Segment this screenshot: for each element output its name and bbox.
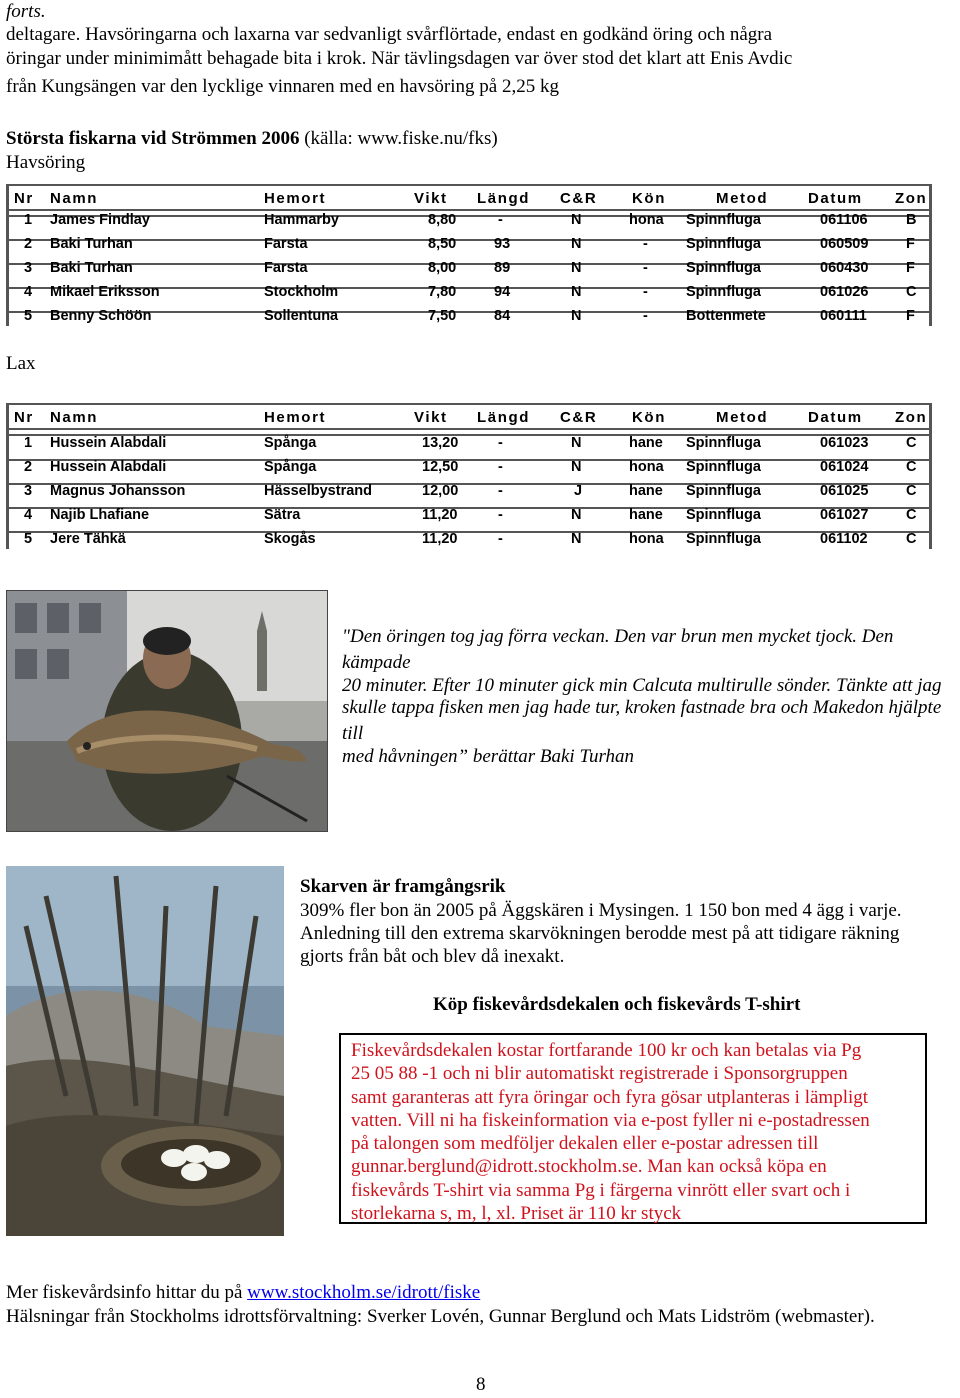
cell-langd: 93 — [494, 236, 511, 252]
cell-kon: hona — [629, 531, 664, 547]
cell-metod: Spinnfluga — [686, 284, 761, 300]
cell-datum: 061026 — [820, 284, 869, 300]
table-row — [6, 435, 932, 459]
section-heading-source: (källa: www.fiske.nu/fks) — [299, 128, 498, 149]
cell-nr: 2 — [24, 236, 33, 252]
col-metod: Metod — [716, 190, 769, 207]
dekal-line: vatten. Vill ni ha fiskeinformation via e-post fyller ni e-postadressen — [351, 1109, 870, 1131]
cell-vikt: 8,00 — [428, 260, 457, 276]
cell-nr: 3 — [24, 260, 33, 276]
cell-datum: 061102 — [820, 531, 868, 547]
dekal-info-box — [339, 1033, 927, 1224]
page-number: 8 — [476, 1374, 486, 1395]
col-datum: Datum — [808, 409, 863, 426]
cell-zon: C — [906, 507, 917, 523]
havsoring-table — [6, 184, 934, 326]
col-datum: Datum — [808, 190, 863, 207]
cell-nr: 5 — [24, 308, 33, 324]
table-header-row — [6, 184, 932, 211]
cell-namn: Baki Turhan — [50, 260, 133, 276]
cell-nr: 4 — [24, 284, 33, 300]
col-namn: Namn — [50, 190, 99, 207]
cell-vikt: 8,50 — [428, 236, 457, 252]
col-hemort: Hemort — [264, 409, 327, 426]
cell-langd: 94 — [494, 284, 511, 300]
cell-langd: - — [498, 483, 503, 499]
cell-datum: 060509 — [820, 236, 869, 252]
skarv-title: Skarven är framgångsrik — [300, 876, 506, 897]
cell-langd: - — [498, 531, 503, 547]
cell-namn: Najib Lhafiane — [50, 507, 150, 523]
cell-metod: Spinnfluga — [686, 507, 761, 523]
cell-zon: C — [906, 435, 917, 451]
cell-datum: 060430 — [820, 260, 869, 276]
cell-metod: Spinnfluga — [686, 212, 761, 228]
table-row — [6, 236, 932, 260]
dekal-line: gunnar.berglund@idrott.stockholm.se. Man kan också köpa en — [351, 1156, 827, 1178]
cell-zon: F — [906, 260, 915, 276]
cell-cr: N — [571, 507, 582, 523]
cell-kon: hane — [629, 435, 663, 451]
cell-cr: N — [571, 284, 582, 300]
cell-cr: N — [571, 260, 582, 276]
skarv-line: Anledning till den extrema skarvökningen berodde mest på att tidigare räkning — [300, 923, 900, 944]
lax-table — [6, 403, 934, 549]
cell-metod: Spinnfluga — [686, 435, 761, 451]
cell-zon: C — [906, 531, 917, 547]
quote-line: skulle tappa fisken men jag hade tur, kroken fastnade bra och Makedon hjälpte till — [342, 697, 942, 744]
col-langd: Längd — [477, 190, 530, 207]
cell-datum: 061027 — [820, 507, 869, 523]
cell-cr: N — [571, 459, 582, 475]
table-row — [6, 483, 932, 507]
col-vikt: Vikt — [414, 190, 448, 207]
cell-hemort: Stockholm — [264, 284, 339, 300]
cell-kon: - — [643, 236, 648, 252]
cell-kon: - — [643, 308, 648, 324]
continued-label: forts. — [6, 1, 46, 22]
cell-langd: - — [498, 435, 503, 451]
cell-langd: - — [498, 459, 503, 475]
cell-vikt: 12,50 — [422, 459, 459, 475]
col-cr: C&R — [560, 190, 598, 207]
cell-vikt: 12,00 — [422, 483, 459, 499]
dekal-line: på talongen som medföljer dekalen eller e-postar adressen till — [351, 1133, 819, 1155]
cell-cr: N — [571, 435, 582, 451]
dekal-title: Köp fiskevårdsdekalen och fiskevårds T-shirt — [433, 994, 801, 1015]
greeting-line: Hälsningar från Stockholms idrottsförvaltning: Sverker Lovén, Gunnar Berglund och Mats Lidström (webmaster). — [6, 1306, 875, 1327]
col-langd: Längd — [477, 409, 530, 426]
skarv-line: gjorts från båt och blev då inexakt. — [300, 946, 565, 967]
table-row — [6, 507, 932, 531]
cell-namn: Magnus Johansson — [50, 483, 186, 499]
col-kon: Kön — [632, 409, 666, 426]
cell-vikt: 13,20 — [422, 435, 459, 451]
col-nr: Nr — [14, 409, 34, 426]
intro-line-2: öringar under minimimått behagade bita i krok. När tävlingsdagen var över stod det klart att Enis Avdic — [6, 48, 793, 69]
cell-hemort: Hammarby — [264, 212, 339, 228]
cell-datum: 061025 — [820, 483, 869, 499]
cell-kon: - — [643, 260, 648, 276]
cell-metod: Bottenmete — [686, 308, 766, 324]
cell-namn: James Findlay — [50, 212, 150, 228]
dekal-line: storlekarna s, m, l, xl. Priset är 110 kr styck — [351, 1203, 682, 1225]
col-nr: Nr — [14, 190, 34, 207]
cell-namn: Hussein Alabdali — [50, 459, 167, 475]
table-row — [6, 308, 932, 332]
cell-zon: C — [906, 483, 917, 499]
cell-kon: hona — [629, 459, 664, 475]
dekal-text — [351, 1039, 870, 1225]
table-row — [6, 531, 932, 555]
cell-nr: 3 — [24, 483, 33, 499]
cell-namn: Mikael Eriksson — [50, 284, 160, 300]
cell-hemort: Farsta — [264, 260, 308, 276]
cell-hemort: Farsta — [264, 236, 308, 252]
cell-datum: 061106 — [820, 212, 868, 228]
intro-line-3: från Kungsängen var den lycklige vinnaren med en havsöring på 2,25 kg — [6, 76, 559, 97]
intro-line-1: deltagare. Havsöringarna och laxarna var sedvanligt svårflörtade, endast en godkänd öring och några — [6, 24, 773, 45]
cell-vikt: 8,80 — [428, 212, 457, 228]
more-info-text: Mer fiskevårdsinfo hittar du på — [6, 1282, 248, 1303]
cell-langd: 89 — [494, 260, 511, 276]
cell-datum: 061024 — [820, 459, 869, 475]
cell-cr: N — [571, 531, 582, 547]
table-header-row — [6, 403, 932, 430]
cell-langd: - — [498, 212, 503, 228]
cormorant-nest-illustration — [6, 866, 284, 1236]
table-row — [6, 459, 932, 483]
cell-zon: B — [906, 212, 917, 228]
cell-hemort: Hässelbystrand — [264, 483, 372, 499]
cell-zon: F — [906, 308, 915, 324]
cell-hemort: Spånga — [264, 435, 317, 451]
col-vikt: Vikt — [414, 409, 448, 426]
cell-zon: C — [906, 284, 917, 300]
more-info-line — [6, 1280, 480, 1306]
cell-hemort: Sollentuna — [264, 308, 339, 324]
table-row — [6, 260, 932, 284]
cell-nr: 1 — [24, 212, 33, 228]
table-row — [6, 284, 932, 308]
cell-cr: N — [571, 236, 582, 252]
col-hemort: Hemort — [264, 190, 327, 207]
cell-namn: Jere Tähkä — [50, 531, 126, 547]
cormorant-nest-photo — [6, 866, 284, 1236]
cell-langd: - — [498, 507, 503, 523]
cell-datum: 060111 — [820, 308, 867, 324]
cell-metod: Spinnfluga — [686, 459, 761, 475]
cell-cr: N — [571, 212, 582, 228]
skarv-line: 309% fler bon än 2005 på Äggskären i Mysingen. 1 150 bon med 4 ägg i varje. — [300, 900, 902, 921]
cell-hemort: Skogås — [264, 531, 316, 547]
cell-datum: 061023 — [820, 435, 869, 451]
col-kon: Kön — [632, 190, 666, 207]
cell-nr: 1 — [24, 435, 33, 451]
cell-kon: - — [643, 284, 648, 300]
cell-metod: Spinnfluga — [686, 531, 761, 547]
cell-nr: 2 — [24, 459, 33, 475]
cell-namn: Benny Schöön — [50, 308, 152, 324]
col-cr: C&R — [560, 409, 598, 426]
cell-zon: C — [906, 459, 917, 475]
cell-hemort: Spånga — [264, 459, 317, 475]
lax-title: Lax — [6, 353, 36, 374]
cell-namn: Baki Turhan — [50, 236, 133, 252]
cell-nr: 4 — [24, 507, 33, 523]
cell-kon: hane — [629, 483, 663, 499]
fisherman-photo — [6, 590, 328, 832]
quote-block — [342, 624, 957, 770]
cell-langd: 84 — [494, 308, 511, 324]
cell-vikt: 7,80 — [428, 284, 457, 300]
col-zon: Zon — [895, 190, 928, 207]
cell-hemort: Sätra — [264, 507, 301, 523]
havsoring-title: Havsöring — [6, 152, 86, 173]
dekal-line: samt garanteras att fyra öringar och fyra gösar utplanteras i lämpligt — [351, 1086, 869, 1108]
fiske-link[interactable]: www.stockholm.se/idrott/fiske — [247, 1282, 481, 1303]
quote-line: 20 minuter. Efter 10 minuter gick min Calcuta multirulle sönder. Tänkte att jag — [342, 675, 942, 696]
dekal-line: Fiskevårdsdekalen kostar fortfarande 100 kr och kan betalas via Pg — [351, 1040, 862, 1061]
col-metod: Metod — [716, 409, 769, 426]
section-heading-bold: Största fiskarna vid Strömmen 2006 — [6, 128, 300, 149]
cell-cr: N — [571, 308, 582, 324]
dekal-line: 25 05 88 -1 och ni blir automatiskt registrerade i Sponsorgruppen — [351, 1063, 848, 1085]
cell-vikt: 11,20 — [422, 531, 458, 547]
cell-zon: F — [906, 236, 915, 252]
quote-line: med håvningen” berättar Baki Turhan — [342, 746, 635, 767]
cell-vikt: 7,50 — [428, 308, 457, 324]
cell-metod: Spinnfluga — [686, 483, 761, 499]
quote-line: "Den öringen tog jag förra veckan. Den var brun men mycket tjock. Den kämpade — [342, 626, 894, 673]
cell-namn: Hussein Alabdali — [50, 435, 167, 451]
cell-metod: Spinnfluga — [686, 260, 761, 276]
section-heading — [6, 126, 498, 152]
dekal-line: fiskevårds T-shirt via samma Pg i färgerna vinrött eller svart och i — [351, 1179, 851, 1201]
skarv-text — [300, 898, 960, 970]
cell-nr: 5 — [24, 531, 33, 547]
col-namn: Namn — [50, 409, 99, 426]
fisherman-photo-illustration — [7, 591, 327, 831]
cell-kon: hona — [629, 212, 664, 228]
cell-metod: Spinnfluga — [686, 236, 761, 252]
cell-cr: J — [574, 483, 583, 499]
col-zon: Zon — [895, 409, 928, 426]
cell-vikt: 11,20 — [422, 507, 458, 523]
cell-kon: hane — [629, 507, 663, 523]
table-row — [6, 212, 932, 236]
